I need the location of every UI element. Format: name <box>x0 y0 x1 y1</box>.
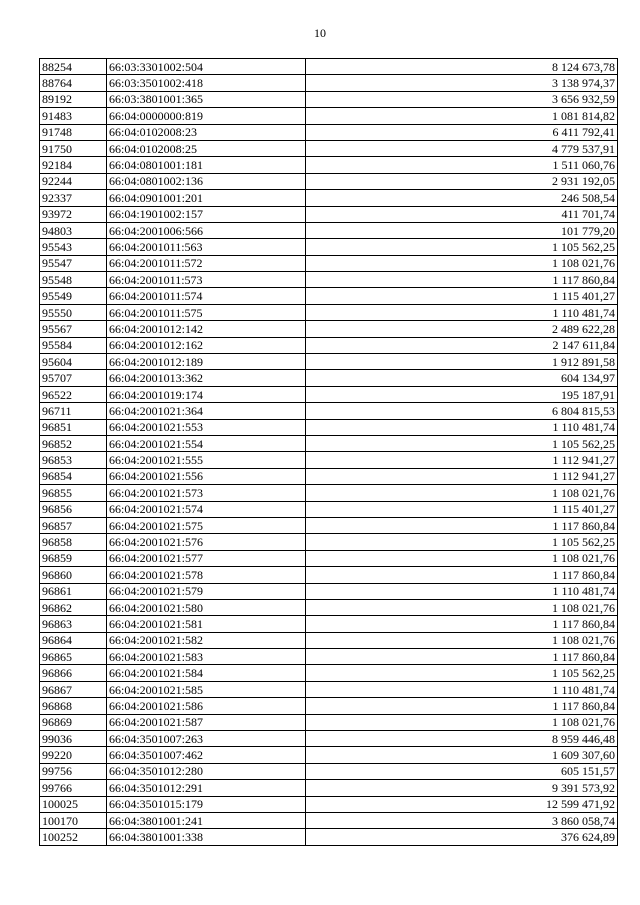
row-id-cell: 95548 <box>40 272 107 288</box>
cadastral-number-cell: 66:04:2001011:563 <box>107 239 306 255</box>
row-id-cell: 96867 <box>40 681 107 697</box>
row-id-cell: 100252 <box>40 829 107 845</box>
row-id-cell: 93972 <box>40 206 107 222</box>
cadastral-number-cell: 66:04:2001012:162 <box>107 337 306 353</box>
cadastral-number-cell: 66:04:2001021:577 <box>107 550 306 566</box>
value-cell: 1 110 481,74 <box>306 583 618 599</box>
table-row <box>40 632 618 648</box>
cadastral-number-cell: 66:04:2001011:575 <box>107 304 306 320</box>
row-id-cell: 96863 <box>40 616 107 632</box>
cadastral-number-cell: 66:04:2001011:573 <box>107 272 306 288</box>
cadastral-number-cell: 66:04:3801001:338 <box>107 829 306 845</box>
table-row <box>40 649 618 665</box>
cadastral-number-cell: 66:03:3801001:365 <box>107 91 306 107</box>
value-cell: 1 105 562,25 <box>306 665 618 681</box>
cadastral-number-cell: 66:04:1901002:157 <box>107 206 306 222</box>
table-row <box>40 173 618 189</box>
value-cell: 1 117 860,84 <box>306 567 618 583</box>
value-cell: 4 779 537,91 <box>306 140 618 156</box>
value-cell: 195 187,91 <box>306 386 618 402</box>
registry-table <box>39 58 618 846</box>
row-id-cell: 95584 <box>40 337 107 353</box>
registry-table-body <box>40 59 618 846</box>
cadastral-number-cell: 66:04:3501015:179 <box>107 796 306 812</box>
cadastral-number-cell: 66:04:2001021:556 <box>107 468 306 484</box>
value-cell: 1 117 860,84 <box>306 649 618 665</box>
row-id-cell: 96859 <box>40 550 107 566</box>
table-row <box>40 239 618 255</box>
row-id-cell: 99766 <box>40 780 107 796</box>
cadastral-number-cell: 66:04:2001021:583 <box>107 649 306 665</box>
value-cell: 3 656 932,59 <box>306 91 618 107</box>
value-cell: 1 112 941,27 <box>306 452 618 468</box>
row-id-cell: 95567 <box>40 321 107 337</box>
row-id-cell: 100170 <box>40 812 107 828</box>
table-row <box>40 255 618 271</box>
value-cell: 1 108 021,76 <box>306 255 618 271</box>
cadastral-number-cell: 66:04:2001011:574 <box>107 288 306 304</box>
value-cell: 1 110 481,74 <box>306 304 618 320</box>
row-id-cell: 95549 <box>40 288 107 304</box>
table-row <box>40 468 618 484</box>
cadastral-number-cell: 66:04:0000000:819 <box>107 108 306 124</box>
cadastral-number-cell: 66:04:0102008:23 <box>107 124 306 140</box>
row-id-cell: 96864 <box>40 632 107 648</box>
table-row <box>40 567 618 583</box>
table-row <box>40 354 618 370</box>
cadastral-number-cell: 66:03:3501002:418 <box>107 75 306 91</box>
row-id-cell: 96852 <box>40 435 107 451</box>
cadastral-number-cell: 66:04:2001021:581 <box>107 616 306 632</box>
value-cell: 246 508,54 <box>306 190 618 206</box>
table-row <box>40 681 618 697</box>
value-cell: 1 110 481,74 <box>306 681 618 697</box>
value-cell: 1 609 307,60 <box>306 747 618 763</box>
table-row <box>40 796 618 812</box>
row-id-cell: 96860 <box>40 567 107 583</box>
cadastral-number-cell: 66:04:3501012:291 <box>107 780 306 796</box>
value-cell: 604 134,97 <box>306 370 618 386</box>
cadastral-number-cell: 66:04:2001021:585 <box>107 681 306 697</box>
table-row <box>40 731 618 747</box>
table-row <box>40 288 618 304</box>
table-row <box>40 534 618 550</box>
table-row <box>40 812 618 828</box>
value-cell: 2 931 192,05 <box>306 173 618 189</box>
value-cell: 101 779,20 <box>306 222 618 238</box>
value-cell: 1 117 860,84 <box>306 272 618 288</box>
cadastral-number-cell: 66:04:2001021:555 <box>107 452 306 468</box>
table-row <box>40 370 618 386</box>
value-cell: 6 804 815,53 <box>306 403 618 419</box>
row-id-cell: 96851 <box>40 419 107 435</box>
row-id-cell: 95543 <box>40 239 107 255</box>
value-cell: 1 117 860,84 <box>306 517 618 533</box>
cadastral-number-cell: 66:04:2001021:586 <box>107 698 306 714</box>
cadastral-number-cell: 66:04:2001011:572 <box>107 255 306 271</box>
cadastral-number-cell: 66:04:3501007:263 <box>107 731 306 747</box>
table-row <box>40 222 618 238</box>
table-row <box>40 157 618 173</box>
table-row <box>40 485 618 501</box>
row-id-cell: 95547 <box>40 255 107 271</box>
table-row <box>40 763 618 779</box>
row-id-cell: 95707 <box>40 370 107 386</box>
table-row <box>40 583 618 599</box>
row-id-cell: 91483 <box>40 108 107 124</box>
value-cell: 8 959 446,48 <box>306 731 618 747</box>
value-cell: 1 081 814,82 <box>306 108 618 124</box>
cadastral-number-cell: 66:04:2001021:582 <box>107 632 306 648</box>
value-cell: 1 511 060,76 <box>306 157 618 173</box>
row-id-cell: 96522 <box>40 386 107 402</box>
table-row <box>40 321 618 337</box>
cadastral-number-cell: 66:04:0801002:136 <box>107 173 306 189</box>
table-row <box>40 419 618 435</box>
row-id-cell: 96853 <box>40 452 107 468</box>
table-row <box>40 403 618 419</box>
table-row <box>40 698 618 714</box>
row-id-cell: 92337 <box>40 190 107 206</box>
row-id-cell: 88764 <box>40 75 107 91</box>
table-row <box>40 206 618 222</box>
value-cell: 1 108 021,76 <box>306 632 618 648</box>
cadastral-number-cell: 66:04:2001006:566 <box>107 222 306 238</box>
row-id-cell: 95604 <box>40 354 107 370</box>
row-id-cell: 91750 <box>40 140 107 156</box>
row-id-cell: 96869 <box>40 714 107 730</box>
value-cell: 3 860 058,74 <box>306 812 618 828</box>
row-id-cell: 96865 <box>40 649 107 665</box>
cadastral-number-cell: 66:04:0102008:25 <box>107 140 306 156</box>
row-id-cell: 100025 <box>40 796 107 812</box>
table-row <box>40 452 618 468</box>
cadastral-number-cell: 66:04:3501012:280 <box>107 763 306 779</box>
value-cell: 9 391 573,92 <box>306 780 618 796</box>
cadastral-number-cell: 66:04:0801001:181 <box>107 157 306 173</box>
table-row <box>40 304 618 320</box>
table-row <box>40 517 618 533</box>
table-row <box>40 386 618 402</box>
cadastral-number-cell: 66:04:2001021:587 <box>107 714 306 730</box>
value-cell: 1 105 562,25 <box>306 534 618 550</box>
cadastral-number-cell: 66:04:2001021:576 <box>107 534 306 550</box>
cadastral-number-cell: 66:04:2001021:554 <box>107 435 306 451</box>
row-id-cell: 96856 <box>40 501 107 517</box>
cadastral-number-cell: 66:04:2001012:189 <box>107 354 306 370</box>
row-id-cell: 91748 <box>40 124 107 140</box>
table-row <box>40 190 618 206</box>
cadastral-number-cell: 66:04:2001021:553 <box>107 419 306 435</box>
table-row <box>40 272 618 288</box>
row-id-cell: 94803 <box>40 222 107 238</box>
table-row <box>40 75 618 91</box>
row-id-cell: 99220 <box>40 747 107 763</box>
value-cell: 1 108 021,76 <box>306 599 618 615</box>
value-cell: 1 110 481,74 <box>306 419 618 435</box>
cadastral-number-cell: 66:04:2001021:574 <box>107 501 306 517</box>
row-id-cell: 99756 <box>40 763 107 779</box>
row-id-cell: 96866 <box>40 665 107 681</box>
value-cell: 6 411 792,41 <box>306 124 618 140</box>
cadastral-number-cell: 66:03:3301002:504 <box>107 59 306 75</box>
table-row <box>40 337 618 353</box>
value-cell: 1 108 021,76 <box>306 714 618 730</box>
row-id-cell: 96854 <box>40 468 107 484</box>
row-id-cell: 89192 <box>40 91 107 107</box>
cadastral-number-cell: 66:04:2001013:362 <box>107 370 306 386</box>
row-id-cell: 96711 <box>40 403 107 419</box>
row-id-cell: 96858 <box>40 534 107 550</box>
table-row <box>40 599 618 615</box>
value-cell: 376 624,89 <box>306 829 618 845</box>
cadastral-number-cell: 66:04:2001021:578 <box>107 567 306 583</box>
row-id-cell: 96857 <box>40 517 107 533</box>
table-row <box>40 435 618 451</box>
cadastral-number-cell: 66:04:2001012:142 <box>107 321 306 337</box>
row-id-cell: 96868 <box>40 698 107 714</box>
row-id-cell: 96861 <box>40 583 107 599</box>
page-number: 10 <box>314 26 326 40</box>
cadastral-number-cell: 66:04:2001021:575 <box>107 517 306 533</box>
table-row <box>40 108 618 124</box>
value-cell: 1 115 401,27 <box>306 288 618 304</box>
table-row <box>40 124 618 140</box>
value-cell: 1 105 562,25 <box>306 239 618 255</box>
row-id-cell: 96855 <box>40 485 107 501</box>
value-cell: 1 112 941,27 <box>306 468 618 484</box>
cadastral-number-cell: 66:04:3801001:241 <box>107 812 306 828</box>
value-cell: 2 489 622,28 <box>306 321 618 337</box>
table-row <box>40 665 618 681</box>
cadastral-number-cell: 66:04:3501007:462 <box>107 747 306 763</box>
value-cell: 2 147 611,84 <box>306 337 618 353</box>
value-cell: 1 105 562,25 <box>306 435 618 451</box>
row-id-cell: 99036 <box>40 731 107 747</box>
table-row <box>40 550 618 566</box>
table-row <box>40 501 618 517</box>
value-cell: 411 701,74 <box>306 206 618 222</box>
cadastral-number-cell: 66:04:2001021:364 <box>107 403 306 419</box>
value-cell: 1 117 860,84 <box>306 616 618 632</box>
value-cell: 8 124 673,78 <box>306 59 618 75</box>
table-row <box>40 829 618 845</box>
value-cell: 605 151,57 <box>306 763 618 779</box>
value-cell: 1 912 891,58 <box>306 354 618 370</box>
table-row <box>40 714 618 730</box>
table-row <box>40 91 618 107</box>
cadastral-number-cell: 66:04:2001021:579 <box>107 583 306 599</box>
row-id-cell: 92184 <box>40 157 107 173</box>
row-id-cell: 96862 <box>40 599 107 615</box>
value-cell: 3 138 974,37 <box>306 75 618 91</box>
table-row <box>40 616 618 632</box>
cadastral-number-cell: 66:04:0901001:201 <box>107 190 306 206</box>
value-cell: 1 115 401,27 <box>306 501 618 517</box>
cadastral-number-cell: 66:04:2001021:573 <box>107 485 306 501</box>
value-cell: 12 599 471,92 <box>306 796 618 812</box>
table-row <box>40 59 618 75</box>
cadastral-number-cell: 66:04:2001019:174 <box>107 386 306 402</box>
cadastral-number-cell: 66:04:2001021:584 <box>107 665 306 681</box>
value-cell: 1 117 860,84 <box>306 698 618 714</box>
table-row <box>40 140 618 156</box>
table-row <box>40 747 618 763</box>
cadastral-number-cell: 66:04:2001021:580 <box>107 599 306 615</box>
value-cell: 1 108 021,76 <box>306 550 618 566</box>
row-id-cell: 95550 <box>40 304 107 320</box>
value-cell: 1 108 021,76 <box>306 485 618 501</box>
row-id-cell: 92244 <box>40 173 107 189</box>
table-row <box>40 780 618 796</box>
row-id-cell: 88254 <box>40 59 107 75</box>
